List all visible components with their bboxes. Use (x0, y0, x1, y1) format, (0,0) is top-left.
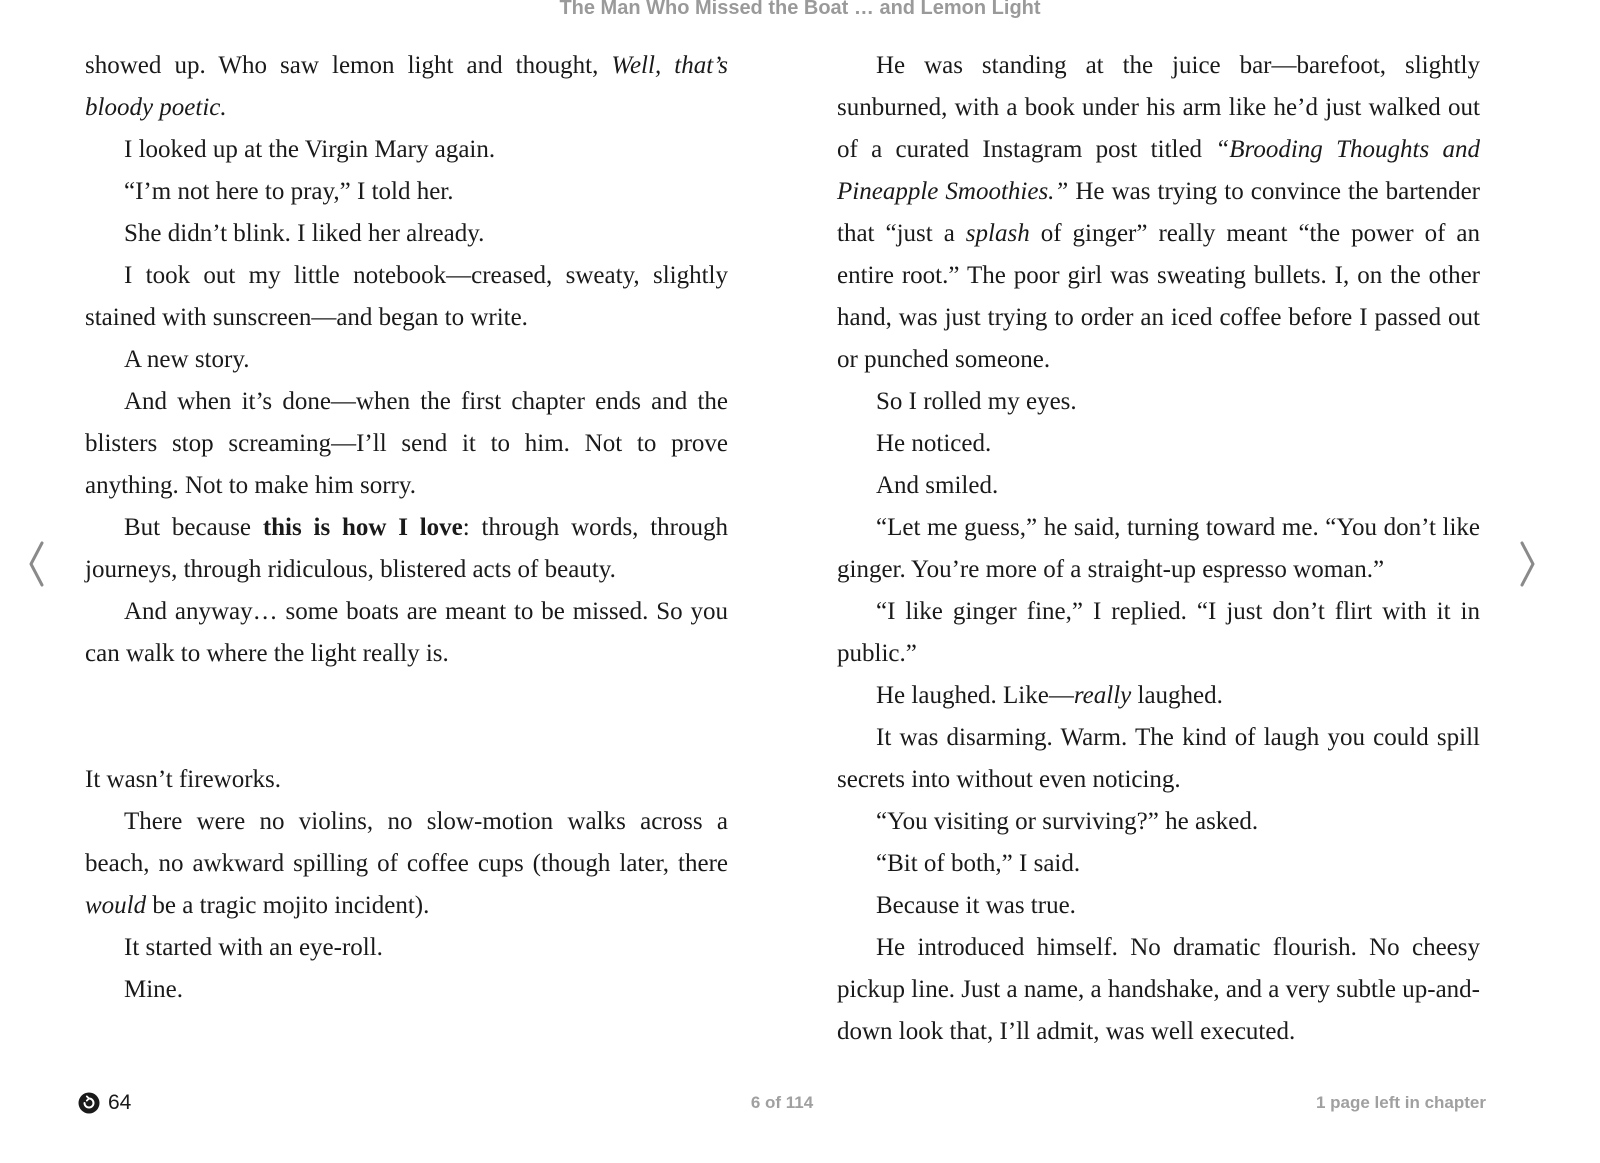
paragraph: And anyway… some boats are meant to be missed. So you can walk to where the light really is. (85, 598, 728, 667)
left-page (85, 45, 728, 1011)
page-indicator: 6 of 114 (750, 1093, 814, 1112)
progress-count: 64 (108, 1091, 132, 1114)
paragraph: Mine. (124, 976, 184, 1003)
paragraph: And when it’s done—when the first chapter ends and the blisters stop screaming—I’ll send it to him. Not to prove anything. Not to make him sorry. (85, 388, 728, 499)
paragraph: There were no violins, no slow-motion walks across a beach, no awkward spilling of coffee cups (though later, there would be a tragic mojito incident). (85, 808, 728, 919)
paragraph: It started with an eye-roll. (124, 934, 383, 961)
chapter-remaining: 1 page left in chapter (1315, 1093, 1486, 1112)
paragraph: So I rolled my eyes. (876, 388, 1077, 415)
paragraph: He noticed. (876, 430, 992, 457)
paragraph: showed up. Who saw lemon light and thought, Well, that’s bloody poetic. (85, 52, 728, 121)
paragraph: “Let me guess,” he said, turning toward me. “You don’t like ginger. You’re more of a straight-up espresso woman.” (837, 514, 1480, 583)
paragraph: He laughed. Like—really laughed. (876, 682, 1223, 709)
paragraph: It wasn’t fireworks. (85, 766, 282, 793)
chevron-right-icon (1516, 540, 1538, 588)
paragraph: “I like ginger fine,” I replied. “I just don’t flirt with it in public.” (837, 598, 1480, 667)
book-title: The Man Who Missed the Boat … and Lemon Light (559, 0, 1041, 19)
paragraph: “I’m not here to pray,” I told her. (124, 178, 454, 205)
paragraph: “You visiting or surviving?” he asked. (876, 808, 1259, 835)
paragraph: “Bit of both,” I said. (876, 850, 1081, 877)
paragraph: Because it was true. (876, 892, 1076, 919)
previous-page-button[interactable] (26, 540, 48, 588)
paragraph: I took out my little notebook—creased, sweaty, slightly stained with sunscreen—and began to write. (85, 262, 728, 331)
right-page (837, 45, 1480, 1053)
paragraph: He introduced himself. No dramatic flourish. No cheesy pickup line. Just a name, a handshake, and a very subtle up-and-down look that, I’ll admit, was well executed. (837, 934, 1480, 1045)
paragraph: It was disarming. Warm. The kind of laugh you could spill secrets into without even noticing. (837, 724, 1480, 793)
paragraph: She didn’t blink. I liked her already. (124, 220, 485, 247)
chevron-left-icon (26, 540, 48, 588)
paragraph: And smiled. (876, 472, 999, 499)
paragraph: He was standing at the juice bar—barefoot, slightly sunburned, with a book under his arm like he’d just walked out of a curated Instagram post titled “Brooding Thoughts and Pineapple Smoothies.” He was trying to convince the bartender that “just a splash of ginger” really meant “the power of an entire root.” The poor girl was sweating bullets. I, on the other hand, was just trying to order an iced coffee before I passed out or punched someone. (837, 52, 1480, 373)
section-break (85, 675, 728, 759)
next-page-button[interactable] (1516, 540, 1538, 588)
paragraph: A new story. (124, 346, 250, 373)
paragraph: But because this is how I love: through words, through journeys, through ridiculous, blistered acts of beauty. (85, 514, 728, 583)
paragraph: I looked up at the Virgin Mary again. (124, 136, 496, 163)
